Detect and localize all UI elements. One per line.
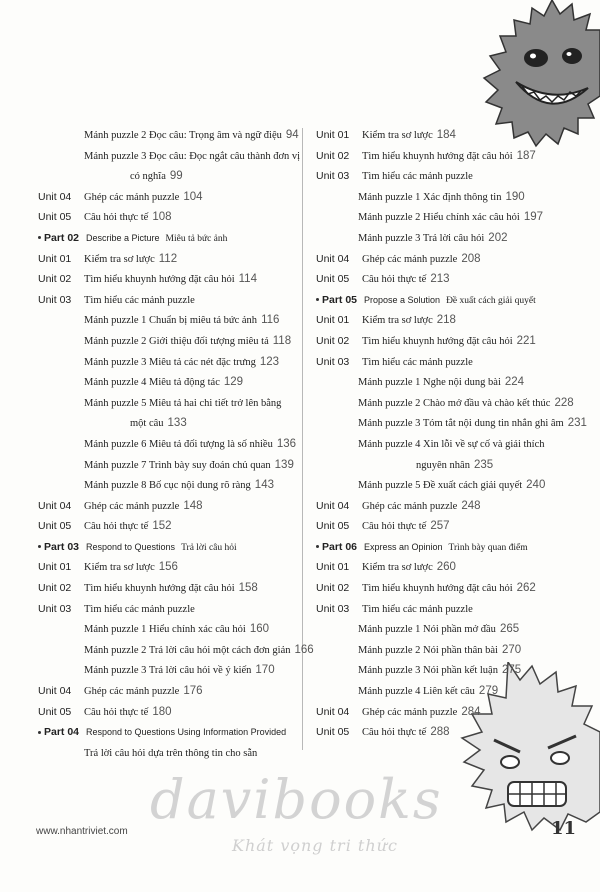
entry-title: Mảnh puzzle 6 Miêu tả đối tượng là số nhiều — [84, 438, 273, 450]
toc-unit-entry — [38, 272, 293, 287]
part-english-title: Describe a Picture — [86, 232, 160, 243]
toc-sub-entry — [316, 190, 576, 205]
toc-unit-entry — [38, 519, 293, 534]
toc-unit-entry — [316, 128, 576, 143]
page-number: 11 — [551, 818, 577, 839]
entry-title: Câu hỏi thực tế — [84, 706, 149, 718]
toc-unit-entry — [316, 252, 576, 267]
page-ref: 170 — [255, 664, 275, 677]
toc-unit-entry — [316, 602, 576, 617]
part-label: Part 02 — [44, 231, 80, 244]
unit-label: Unit 03 — [316, 355, 350, 368]
toc-unit-entry — [316, 334, 576, 349]
page-ref: 279 — [478, 685, 499, 698]
toc-sub-entry — [38, 128, 299, 143]
toc-unit-entry — [316, 560, 576, 575]
toc-right-column — [316, 128, 587, 746]
toc-unit-entry — [316, 499, 576, 514]
entry-title: Mảnh puzzle 1 Nghe nội dung bài — [358, 377, 501, 389]
toc-unit-entry — [316, 272, 576, 287]
page-ref: 235 — [473, 458, 494, 471]
page-ref: 265 — [499, 623, 520, 636]
entry-title: Mảnh puzzle 1 Nói phần mở đầu — [358, 624, 496, 636]
entry-title: Mảnh puzzle 3 Trả lời câu hỏi về ý kiến — [84, 665, 252, 677]
toc-sub-entry — [38, 643, 314, 658]
bullet-dot-icon — [38, 236, 41, 239]
entry-title: Ghép các mảnh puzzle — [84, 500, 180, 512]
toc-left-column — [38, 128, 314, 766]
page-ref: 180 — [152, 705, 172, 718]
unit-label: Unit 05 — [316, 520, 350, 533]
page-ref: 262 — [516, 582, 536, 595]
entry-title: Mảnh puzzle 1 Chuẩn bị miêu tả bức ảnh — [84, 315, 258, 327]
page-ref: 224 — [504, 376, 525, 389]
bullet-dot-icon — [38, 731, 41, 734]
entry-title: Mảnh puzzle 1 Hiểu chính xác câu hỏi — [84, 624, 246, 636]
bullet-dot-icon — [316, 545, 319, 548]
unit-label: Unit 05 — [38, 705, 72, 718]
toc-sub-entry — [38, 458, 293, 473]
entry-title: Mảnh puzzle 4 Xin lỗi về sự cố và giải thích — [358, 438, 545, 450]
bullet-dot-icon — [38, 545, 41, 548]
unit-label: Unit 02 — [316, 149, 350, 162]
toc-unit-entry — [38, 705, 293, 720]
toc-sub-entry — [38, 396, 293, 411]
toc-unit-entry — [38, 210, 293, 225]
toc-sub-entry — [38, 313, 293, 328]
toc-part-heading — [38, 725, 293, 740]
page-ref: 114 — [238, 273, 257, 286]
entry-title: Tìm hiểu khuynh hướng đặt câu hỏi — [84, 274, 235, 286]
unit-label: Unit 03 — [316, 602, 350, 615]
entry-title: Câu hỏi thực tế — [362, 521, 427, 533]
toc-unit-entry — [316, 169, 576, 184]
entry-title: Tìm hiểu khuynh hướng đặt câu hỏi — [362, 335, 513, 347]
toc-sub-entry — [316, 684, 576, 699]
part-english-title: Propose a Solution — [364, 294, 441, 305]
page-ref: 99 — [169, 170, 183, 183]
toc-sub-entry — [316, 416, 587, 431]
entry-title: Mảnh puzzle 4 Miêu tả động tác — [84, 377, 220, 389]
entry-title: Tìm hiểu các mảnh puzzle — [362, 603, 473, 615]
toc-unit-entry — [316, 581, 576, 596]
page-ref: 231 — [567, 417, 587, 430]
part-english-title: Express an Opinion — [364, 541, 443, 552]
toc-unit-entry — [316, 313, 576, 328]
page-ref: 158 — [238, 582, 258, 595]
page-ref: 160 — [249, 623, 270, 636]
unit-label: Unit 04 — [38, 499, 72, 512]
page-ref: 197 — [523, 211, 544, 224]
toc-sub-entry — [38, 169, 293, 184]
entry-title: Ghép các mảnh puzzle — [84, 191, 180, 203]
entry-title: Mảnh puzzle 3 Nói phần kết luận — [358, 665, 498, 677]
unit-label: Unit 03 — [316, 170, 350, 183]
entry-title: Trả lời câu hỏi dựa trên thông tin cho sẵn — [84, 747, 258, 759]
page-ref: 116 — [261, 314, 280, 327]
part-vietnamese-title: Trình bày quan điểm — [448, 542, 528, 553]
page-ref: 184 — [436, 129, 456, 141]
entry-title: Mảnh puzzle 1 Xác định thông tin — [358, 191, 502, 203]
entry-title: Kiểm tra sơ lược — [84, 562, 155, 574]
page-ref: 123 — [259, 355, 280, 368]
part-vietnamese-title: Đề xuất cách giải quyết — [446, 295, 536, 306]
watermark-tagline: Khát vọng tri thức — [232, 836, 398, 855]
toc-unit-entry — [316, 355, 576, 370]
entry-title: Mảnh puzzle 5 Đề xuất cách giải quyết — [358, 480, 523, 492]
page-ref: 166 — [294, 643, 314, 656]
unit-label: Unit 04 — [38, 685, 72, 698]
unit-label: Unit 04 — [38, 190, 72, 203]
entry-title: Tìm hiểu các mảnh puzzle — [84, 294, 195, 306]
entry-title: Mảnh puzzle 2 Nói phần thân bài — [358, 644, 498, 656]
page-ref: 218 — [436, 314, 456, 327]
unit-label: Unit 01 — [316, 129, 350, 141]
toc-sub-entry — [316, 210, 576, 225]
entry-title: Mảnh puzzle 5 Miêu tả hai chi tiết trở lên bằng — [84, 397, 282, 409]
entry-title: Mảnh puzzle 3 Đọc câu: Đọc ngắt câu thành đơn vị — [84, 150, 301, 162]
entry-title: nguyên nhân — [416, 459, 470, 471]
page-ref: 270 — [501, 643, 522, 656]
entry-title: Câu hỏi thực tế — [362, 727, 427, 739]
entry-title: một câu — [130, 418, 164, 430]
toc-unit-entry — [316, 149, 576, 164]
entry-title: Mảnh puzzle 2 Giới thiệu đối tượng miêu tả — [84, 335, 269, 347]
page-ref: 94 — [285, 129, 299, 141]
toc-unit-entry — [38, 602, 293, 617]
unit-label: Unit 02 — [316, 334, 350, 347]
entry-title: Mảnh puzzle 8 Bố cục nội dung rõ ràng — [84, 480, 251, 492]
unit-label: Unit 05 — [38, 520, 72, 533]
toc-sub-entry — [316, 643, 576, 658]
unit-label: Unit 02 — [38, 273, 72, 286]
toc-unit-entry — [38, 293, 293, 308]
toc-sub-entry — [316, 458, 576, 473]
entry-title: Ghép các mảnh puzzle — [362, 500, 458, 512]
page-ref: 202 — [488, 231, 508, 244]
entry-title: Tìm hiểu các mảnh puzzle — [84, 603, 195, 615]
toc-unit-entry — [38, 684, 293, 699]
unit-label: Unit 03 — [38, 602, 72, 615]
toc-sub-entry — [38, 355, 293, 370]
toc-part-heading — [38, 540, 293, 555]
entry-title: Mảnh puzzle 3 Trả lời câu hỏi — [358, 232, 485, 244]
toc-sub-entry — [38, 663, 293, 678]
page-ref: 284 — [461, 705, 481, 718]
toc-unit-entry — [38, 560, 293, 575]
toc-sub-entry — [316, 396, 576, 411]
toc-unit-entry — [38, 252, 293, 267]
unit-label: Unit 02 — [316, 582, 350, 595]
toc-sub-entry — [316, 231, 576, 246]
unit-label: Unit 05 — [38, 211, 72, 224]
page-ref: 152 — [152, 520, 172, 533]
entry-title: Kiểm tra sơ lược — [362, 130, 433, 141]
entry-title: Kiểm tra sơ lược — [362, 315, 433, 327]
page-ref: 240 — [526, 479, 546, 492]
page-ref: 257 — [430, 520, 450, 533]
page-ref: 148 — [183, 499, 203, 512]
unit-label: Unit 03 — [38, 293, 72, 306]
unit-label: Unit 01 — [38, 252, 72, 265]
unit-label: Unit 01 — [38, 561, 72, 574]
part-english-title: Respond to Questions Using Information Provided — [86, 727, 287, 738]
entry-title: Mảnh puzzle 2 Hiểu chính xác câu hỏi — [358, 212, 520, 224]
page-ref: 187 — [516, 149, 536, 162]
toc-unit-entry — [38, 499, 293, 514]
page-ref: 129 — [223, 376, 244, 389]
unit-label: Unit 01 — [316, 314, 350, 327]
entry-title: Mảnh puzzle 4 Liên kết câu — [358, 686, 475, 698]
unit-label: Unit 04 — [316, 252, 350, 265]
entry-title: Tìm hiểu các mảnh puzzle — [362, 171, 473, 183]
part-vietnamese-title: Trả lời câu hỏi — [181, 542, 237, 553]
toc-sub-entry — [316, 478, 576, 493]
toc-sub-entry — [38, 334, 293, 349]
page-ref: 288 — [430, 726, 450, 739]
entry-title: Tìm hiểu khuynh hướng đặt câu hỏi — [362, 583, 513, 595]
toc-unit-entry — [38, 581, 293, 596]
entry-title: có nghĩa — [130, 171, 166, 183]
toc-part-heading — [38, 231, 293, 246]
entry-title: Câu hỏi thực tế — [362, 274, 427, 286]
part-label: Part 04 — [44, 726, 80, 739]
entry-title: Mảnh puzzle 7 Trình bày suy đoán chủ quan — [84, 459, 271, 471]
entry-title: Câu hỏi thực tế — [84, 212, 149, 224]
page-ref: 112 — [158, 252, 178, 265]
toc-sub-entry — [38, 375, 293, 390]
toc-sub-entry — [38, 437, 297, 452]
page-ref: 176 — [183, 685, 203, 698]
page-ref: 139 — [274, 458, 294, 471]
entry-title: Tìm hiểu các mảnh puzzle — [362, 356, 473, 368]
bullet-dot-icon — [316, 298, 319, 301]
entry-title: Kiểm tra sơ lược — [84, 253, 155, 265]
toc-part-heading — [316, 293, 576, 308]
part-label: Part 03 — [44, 540, 80, 553]
part-label: Part 05 — [322, 293, 358, 306]
entry-title: Mảnh puzzle 3 Tóm tắt nội dung tin nhắn ghi âm — [358, 418, 564, 430]
watermark-brand: davibooks — [150, 768, 443, 831]
page-ref: 248 — [461, 499, 481, 512]
entry-title: Mảnh puzzle 2 Chào mở đầu và chào kết thúc — [358, 397, 551, 409]
entry-title: Câu hỏi thực tế — [84, 521, 149, 533]
toc-sub-entry — [316, 663, 576, 678]
page-ref: 136 — [276, 437, 297, 450]
toc-sub-entry — [316, 622, 576, 637]
page-ref: 275 — [501, 664, 522, 677]
page-ref: 213 — [430, 273, 450, 286]
toc-unit-entry — [316, 519, 576, 534]
unit-label: Unit 04 — [316, 705, 350, 718]
toc-sub-entry — [316, 437, 576, 452]
toc-sub-entry — [38, 149, 301, 164]
page-ref: 260 — [436, 561, 456, 574]
part-vietnamese-title: Miêu tả bức ảnh — [165, 233, 228, 244]
toc-unit-entry — [38, 190, 293, 205]
page-ref: 190 — [505, 190, 525, 203]
unit-label: Unit 05 — [316, 273, 350, 286]
entry-title: Mảnh puzzle 3 Miêu tả các nét đặc trưng — [84, 356, 256, 368]
entry-title: Mảnh puzzle 2 Trả lời câu hỏi một cách đơn giản — [84, 644, 291, 656]
page-ref: 208 — [461, 252, 481, 265]
toc-unit-entry — [316, 705, 576, 720]
page-ref: 156 — [158, 561, 178, 574]
page-ref: 228 — [554, 396, 574, 409]
toc-unit-entry — [316, 725, 576, 740]
part-english-title: Respond to Questions — [86, 541, 176, 552]
page-ref: 108 — [152, 211, 172, 224]
unit-label: Unit 04 — [316, 499, 350, 512]
entry-title: Tìm hiểu khuynh hướng đặt câu hỏi — [84, 583, 235, 595]
part-label: Part 06 — [322, 540, 358, 553]
unit-label: Unit 05 — [316, 726, 350, 739]
toc-sub-entry — [38, 746, 293, 761]
page-ref: 133 — [167, 417, 187, 430]
entry-title: Kiểm tra sơ lược — [362, 562, 433, 574]
toc-sub-entry — [38, 622, 293, 637]
unit-label: Unit 02 — [38, 582, 72, 595]
toc-sub-entry — [316, 375, 576, 390]
footer-url: www.nhantriviet.com — [36, 826, 128, 837]
page-ref: 221 — [516, 334, 536, 347]
unit-label: Unit 01 — [316, 561, 350, 574]
page-ref: 104 — [183, 190, 203, 203]
entry-title: Ghép các mảnh puzzle — [84, 686, 180, 698]
toc-sub-entry — [38, 416, 293, 431]
toc-sub-entry — [38, 478, 293, 493]
entry-title: Tìm hiểu khuynh hướng đặt câu hỏi — [362, 150, 513, 162]
toc-part-heading — [316, 540, 576, 555]
page-ref: 143 — [254, 479, 274, 492]
entry-title: Mảnh puzzle 2 Đọc câu: Trọng âm và ngữ điệu — [84, 130, 282, 141]
entry-title: Ghép các mảnh puzzle — [362, 706, 458, 718]
entry-title: Ghép các mảnh puzzle — [362, 253, 458, 265]
page-ref: 118 — [272, 334, 292, 347]
